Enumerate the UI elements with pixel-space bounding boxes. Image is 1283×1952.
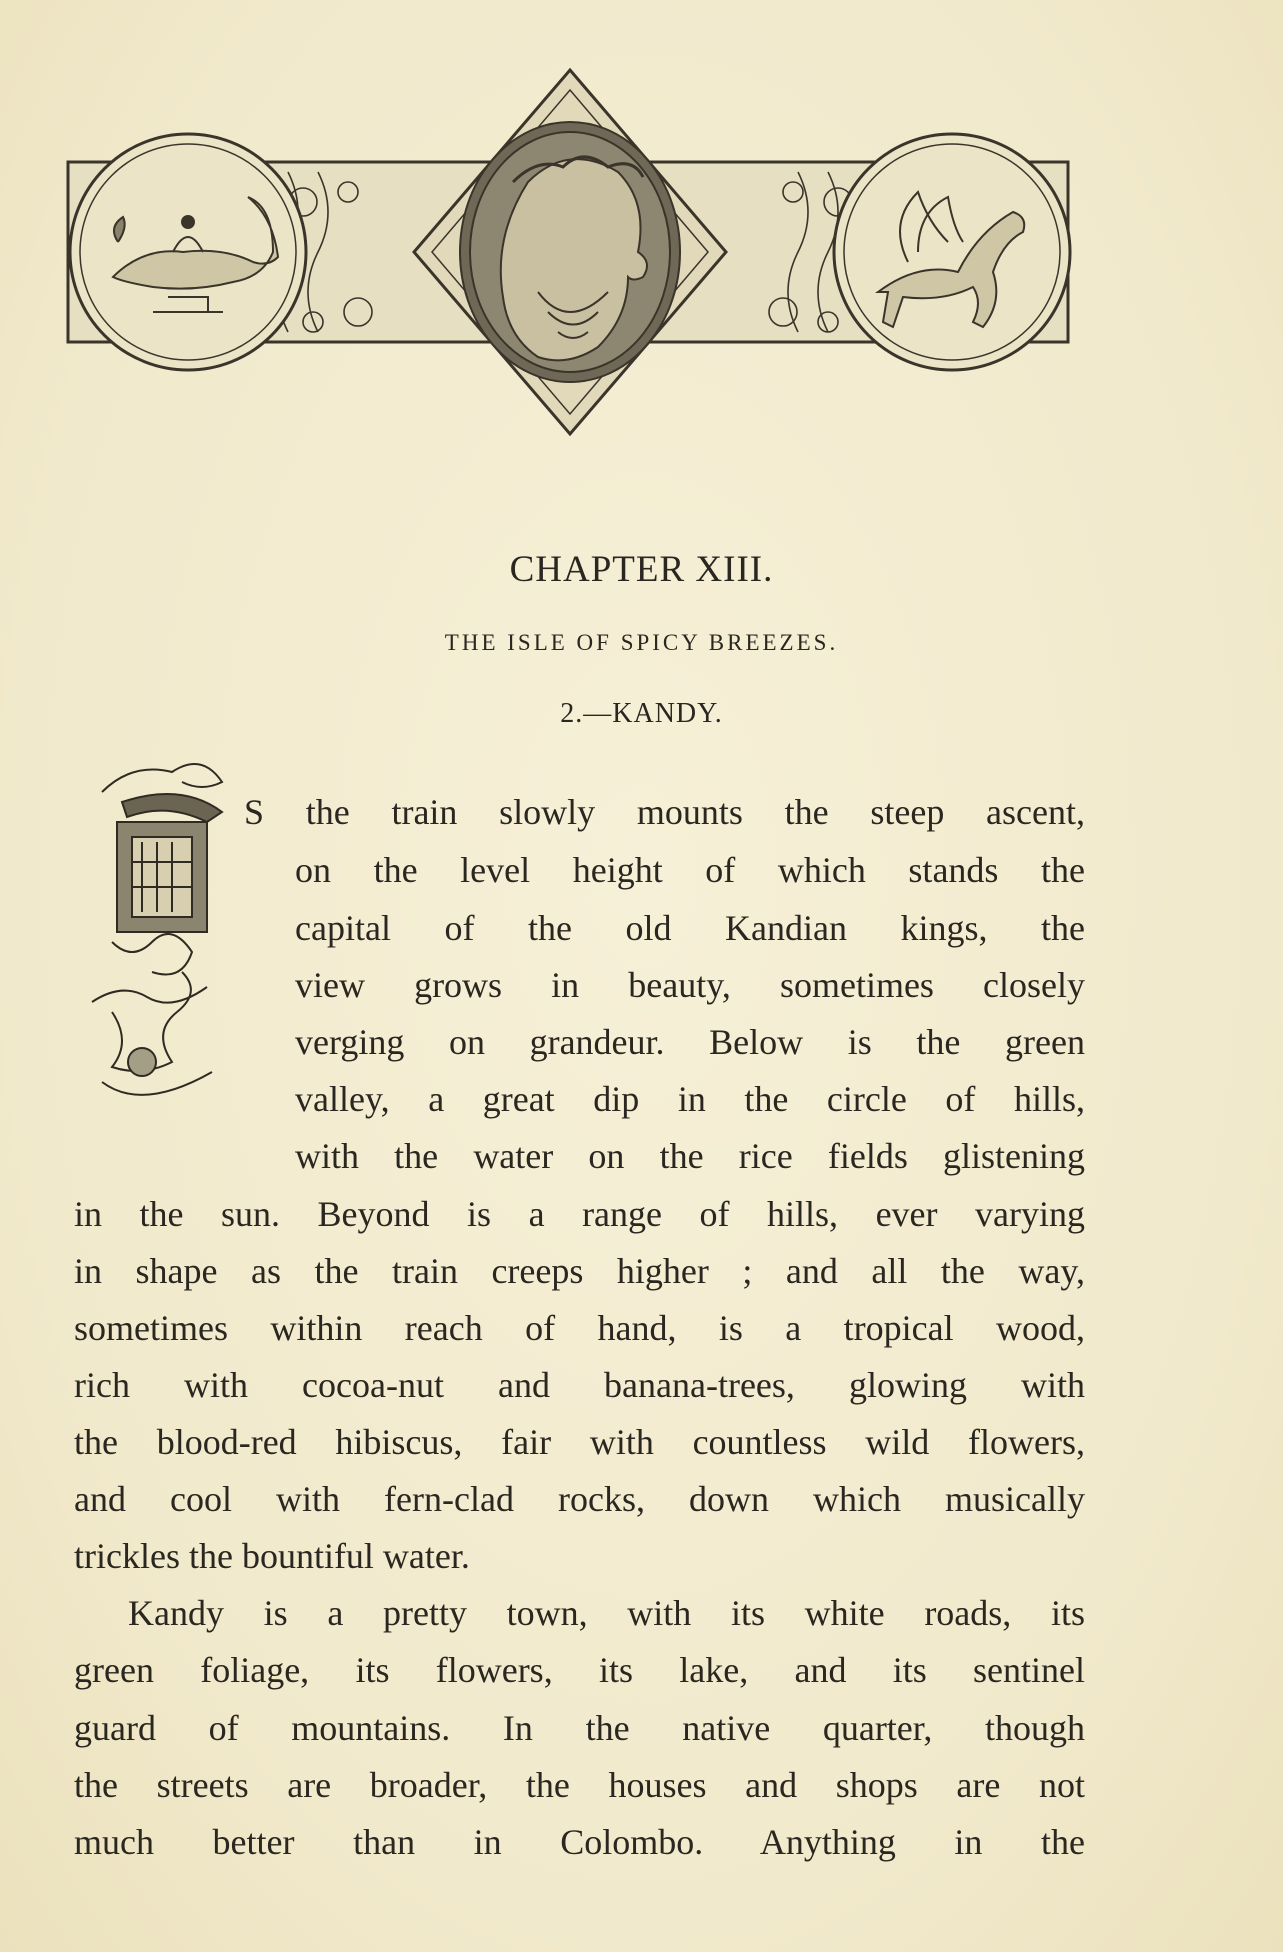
pegasus-medallion <box>834 134 1070 370</box>
text-line: trickles the bountiful water. <box>74 1536 470 1576</box>
section-heading: 2.—KANDY. <box>560 698 723 729</box>
bearded-head-diamond <box>414 70 726 434</box>
text-line: green foliage, its flowers, its lake, and its sentinel <box>74 1650 1085 1690</box>
text-line: the streets are broader, the houses and shops are not <box>74 1765 1085 1805</box>
text-line: and cool with fern-clad rocks, down which musically <box>74 1479 1085 1519</box>
text-line: much better than in Colombo. Anything in the <box>74 1822 1085 1862</box>
text-line: capital of the old Kandian kings, the <box>295 908 1085 948</box>
text-line: sometimes within reach of hand, is a tropical wood, <box>74 1308 1085 1348</box>
chapter-heading: CHAPTER XIII. <box>509 549 774 590</box>
text-line: guard of mountains. In the native quarter, though <box>74 1708 1085 1748</box>
text-line: on the level height of which stands the <box>295 850 1085 890</box>
text-line: verging on grandeur. Below is the green <box>295 1022 1085 1062</box>
text-line: S the train slowly mounts the steep ascent, <box>244 792 1085 832</box>
text-line: rich with cocoa-nut and banana-trees, glowing with <box>74 1365 1085 1405</box>
text-line: view grows in beauty, sometimes closely <box>295 965 1085 1005</box>
text-line: the blood-red hibiscus, fair with countless wild flowers, <box>74 1422 1085 1462</box>
text-line: in the sun. Beyond is a range of hills, ever varying <box>74 1194 1085 1234</box>
lamp-medallion <box>70 134 306 370</box>
text-line: Kandy is a pretty town, with its white roads, its <box>128 1593 1085 1633</box>
dropcap-ornament <box>82 742 232 1122</box>
text-line: valley, a great dip in the circle of hills, <box>295 1079 1085 1119</box>
headpiece-ornament <box>58 62 1082 462</box>
chapter-subtitle: THE ISLE OF SPICY BREEZES. <box>444 630 839 655</box>
text-line: with the water on the rice fields glistening <box>295 1136 1085 1176</box>
text-line: in shape as the train creeps higher ; and all the way, <box>74 1251 1085 1291</box>
